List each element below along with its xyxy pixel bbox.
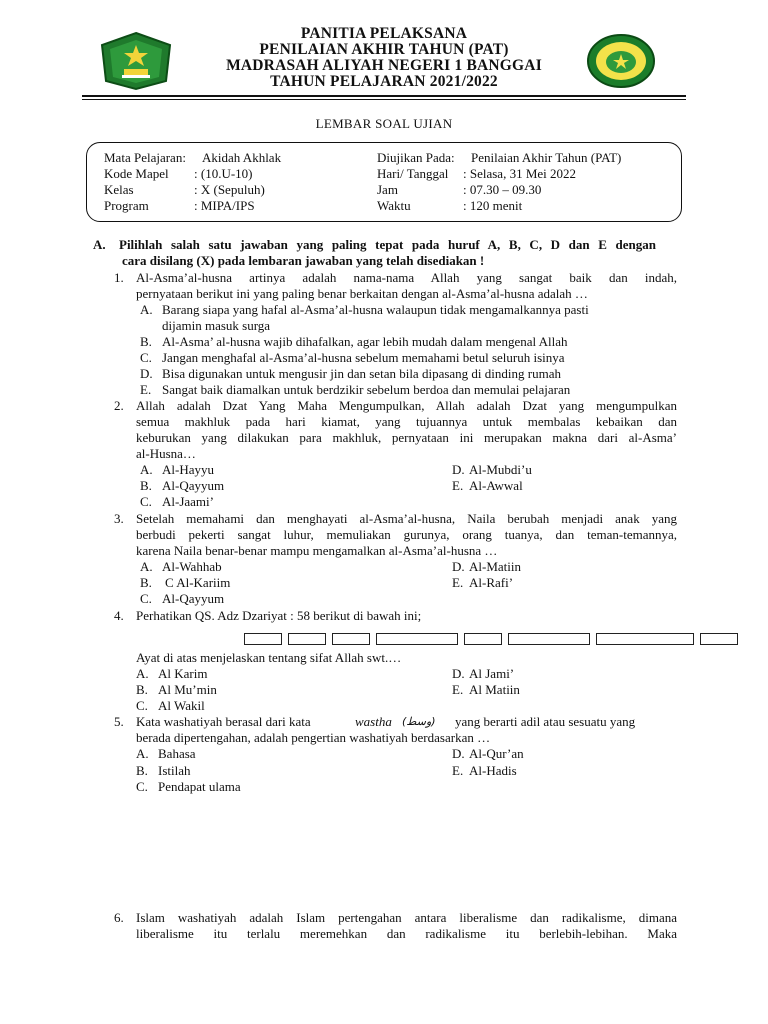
option-letter: B. xyxy=(140,575,152,590)
sheet-title: LEMBAR SOAL UJIAN xyxy=(315,116,453,131)
question-text-line: semua makhluk pada hari kiamat, yang tujuannya untuk membalas kebaikan dan xyxy=(136,414,677,429)
question-text-line: keburukan yang dilakukan para makhluk, pernyataan ini merupakan makna dari al-Asma’ xyxy=(136,430,677,445)
header-line-4: TAHUN PELAJARAN 2021/2022 xyxy=(270,73,498,90)
option-text: Al-Jaami’ xyxy=(162,494,214,509)
option-text: Sangat baik diamalkan untuk berdzikir sebelum berdoa dan memulai pelajaran xyxy=(162,382,571,397)
option-letter: A. xyxy=(140,302,153,317)
question-text-line: yang berarti adil atau sesuatu yang xyxy=(455,714,636,729)
question-text-line: Allah adalah Dzat Yang Maha Mengumpulkan, Allah adalah Dzat yang mengumpulkan xyxy=(136,398,677,413)
info-value: : (10.U-10) xyxy=(194,166,253,181)
option-text: Pendapat ulama xyxy=(158,779,241,794)
option-letter: D. xyxy=(452,666,465,681)
option-text: Al-Asma’ al-husna wajib dihafalkan, agar lebih mudah dalam mengenal Allah xyxy=(162,334,568,349)
question-followup: Ayat di atas menjelaskan tentang sifat Allah swt.… xyxy=(136,650,402,665)
option-text: Bahasa xyxy=(158,746,196,761)
option-letter: A. xyxy=(140,559,153,574)
option-text: Al-Hadis xyxy=(469,763,517,778)
question-text-line: Al-Asma’al-husna artinya adalah nama-nama Allah yang sangat baik dan indah, xyxy=(136,270,677,285)
question-text-line: Islam washatiyah adalah Islam pertengahan antara liberalisme dan radikalisme, dimana xyxy=(136,910,677,925)
question-number: 6. xyxy=(114,910,124,925)
option-text: Al-Awwal xyxy=(469,478,523,493)
option-text: Al-Rafi’ xyxy=(469,575,514,590)
option-text: Istilah xyxy=(158,763,191,778)
question-text-line: berada dipertengahan, adalah pengertian washatiyah berdasarkan … xyxy=(136,730,491,745)
option-text: Al-Mubdi’u xyxy=(469,462,532,477)
option-text: Al Matiin xyxy=(469,682,520,697)
option-letter: D. xyxy=(452,559,465,574)
header-rule-thick xyxy=(82,95,686,97)
option-text: Al-Wahhab xyxy=(162,559,222,574)
option-letter: A. xyxy=(140,462,153,477)
arabic-term: (وسط) xyxy=(402,715,436,728)
option-letter: C. xyxy=(140,591,152,606)
header-rule-thin xyxy=(82,99,686,100)
info-label: Waktu xyxy=(377,198,411,213)
option-letter: B. xyxy=(140,478,152,493)
option-text: Al Jami’ xyxy=(469,666,515,681)
info-value: : MIPA/IPS xyxy=(194,198,255,213)
question-text-line: Kata washatiyah berasal dari kata xyxy=(136,714,311,729)
info-value: : X (Sepuluh) xyxy=(194,182,265,197)
option-text: Al-Qayyum xyxy=(162,478,225,493)
info-label: Jam xyxy=(377,182,398,197)
option-letter: D. xyxy=(140,366,153,381)
option-letter: E. xyxy=(140,382,152,397)
option-letter: C. xyxy=(136,779,148,794)
info-value: Akidah Akhlak xyxy=(202,150,282,165)
question-text-line: Perhatikan QS. Adz Dzariyat : 58 berikut di bawah ini; xyxy=(136,608,422,623)
option-letter: E. xyxy=(452,682,464,697)
question-number: 1. xyxy=(114,270,124,285)
option-text: Al Wakil xyxy=(158,698,205,713)
question-text-line: al-Husna… xyxy=(136,446,196,461)
question-italic-term: wastha xyxy=(355,714,392,729)
arabic-verse-glyphs xyxy=(244,633,738,645)
option-letter: D. xyxy=(452,462,465,477)
question-number: 3. xyxy=(114,511,124,526)
option-letter: D. xyxy=(452,746,465,761)
info-label: Kelas xyxy=(104,182,134,197)
exam-info-box xyxy=(86,142,682,222)
option-letter: C. xyxy=(140,350,152,365)
info-value: : 07.30 – 09.30 xyxy=(463,182,542,197)
option-letter: E. xyxy=(452,575,464,590)
section-a-marker: A. xyxy=(93,237,106,252)
school-logo xyxy=(585,33,657,89)
option-letter: B. xyxy=(136,682,148,697)
info-label: Diujikan Pada: xyxy=(377,150,455,165)
option-text: Al-Hayyu xyxy=(162,462,214,477)
option-letter: E. xyxy=(452,763,464,778)
info-label: Program xyxy=(104,198,149,213)
header-line-1: PANITIA PELAKSANA xyxy=(300,25,468,42)
question-number: 4. xyxy=(114,608,124,623)
option-text: Al-Qur’an xyxy=(469,746,524,761)
question-text-line: liberalisme itu terlalu meremehkan dan radikalisme itu berlebih-lebihan. Maka xyxy=(136,926,677,941)
option-text: C Al-Kariim xyxy=(165,575,231,590)
section-a-instruction-line-2: cara disilang (X) pada lembaran jawaban yang telah disediakan ! xyxy=(122,253,485,268)
option-text: Al-Qayyum xyxy=(162,591,225,606)
option-text: Al-Matiin xyxy=(469,559,521,574)
info-label: Kode Mapel xyxy=(104,166,169,181)
info-value: : Selasa, 31 Mei 2022 xyxy=(463,166,577,181)
option-text: Bisa digunakan untuk mengusir jin dan setan bila dipasang di dinding rumah xyxy=(162,366,561,381)
option-text: Al Karim xyxy=(158,666,208,681)
header-line-3: MADRASAH ALIYAH NEGERI 1 BANGGAI xyxy=(226,57,542,74)
question-text-line: berbudi pekerti sangat luhur, memuliakan gurunya, orang tuanya, dan teman-temannya, xyxy=(136,527,677,542)
info-label: Mata Pelajaran: xyxy=(104,150,186,165)
info-value: Penilaian Akhir Tahun (PAT) xyxy=(471,150,622,165)
option-text: dijamin masuk surga xyxy=(162,318,271,333)
info-label: Hari/ Tanggal xyxy=(377,166,449,181)
header-line-2: PENILAIAN AKHIR TAHUN (PAT) xyxy=(259,41,509,58)
option-text: Al Mu’min xyxy=(158,682,217,697)
option-text: Barang siapa yang hafal al-Asma’al-husna walaupun tidak mengamalkannya pasti xyxy=(162,302,589,317)
question-text-line: karena Naila benar-benar mampu mengamalkan al-Asma’al-husna … xyxy=(136,543,498,558)
option-letter: A. xyxy=(136,666,149,681)
option-letter: E. xyxy=(452,478,464,493)
question-number: 5. xyxy=(114,714,124,729)
info-value: : 120 menit xyxy=(463,198,523,213)
option-letter: B. xyxy=(140,334,152,349)
question-text-line: Setelah memahami dan menghayati al-Asma’al-husna, Naila berubah menjadi anak yang xyxy=(136,511,677,526)
option-letter: C. xyxy=(136,698,148,713)
option-letter: C. xyxy=(140,494,152,509)
option-letter: B. xyxy=(136,763,148,778)
question-text-line: pernyataan berikut ini yang paling benar berkaitan dengan al-Asma’al-husna adalah … xyxy=(136,286,588,301)
section-a-instruction-line-1: Pilihlah salah satu jawaban yang paling tepat pada huruf A, B, C, D dan E dengan xyxy=(119,237,656,252)
question-number: 2. xyxy=(114,398,124,413)
option-letter: A. xyxy=(136,746,149,761)
option-text: Jangan menghafal al-Asma’al-husna sebelum memahami betul seluruh isinya xyxy=(162,350,565,365)
